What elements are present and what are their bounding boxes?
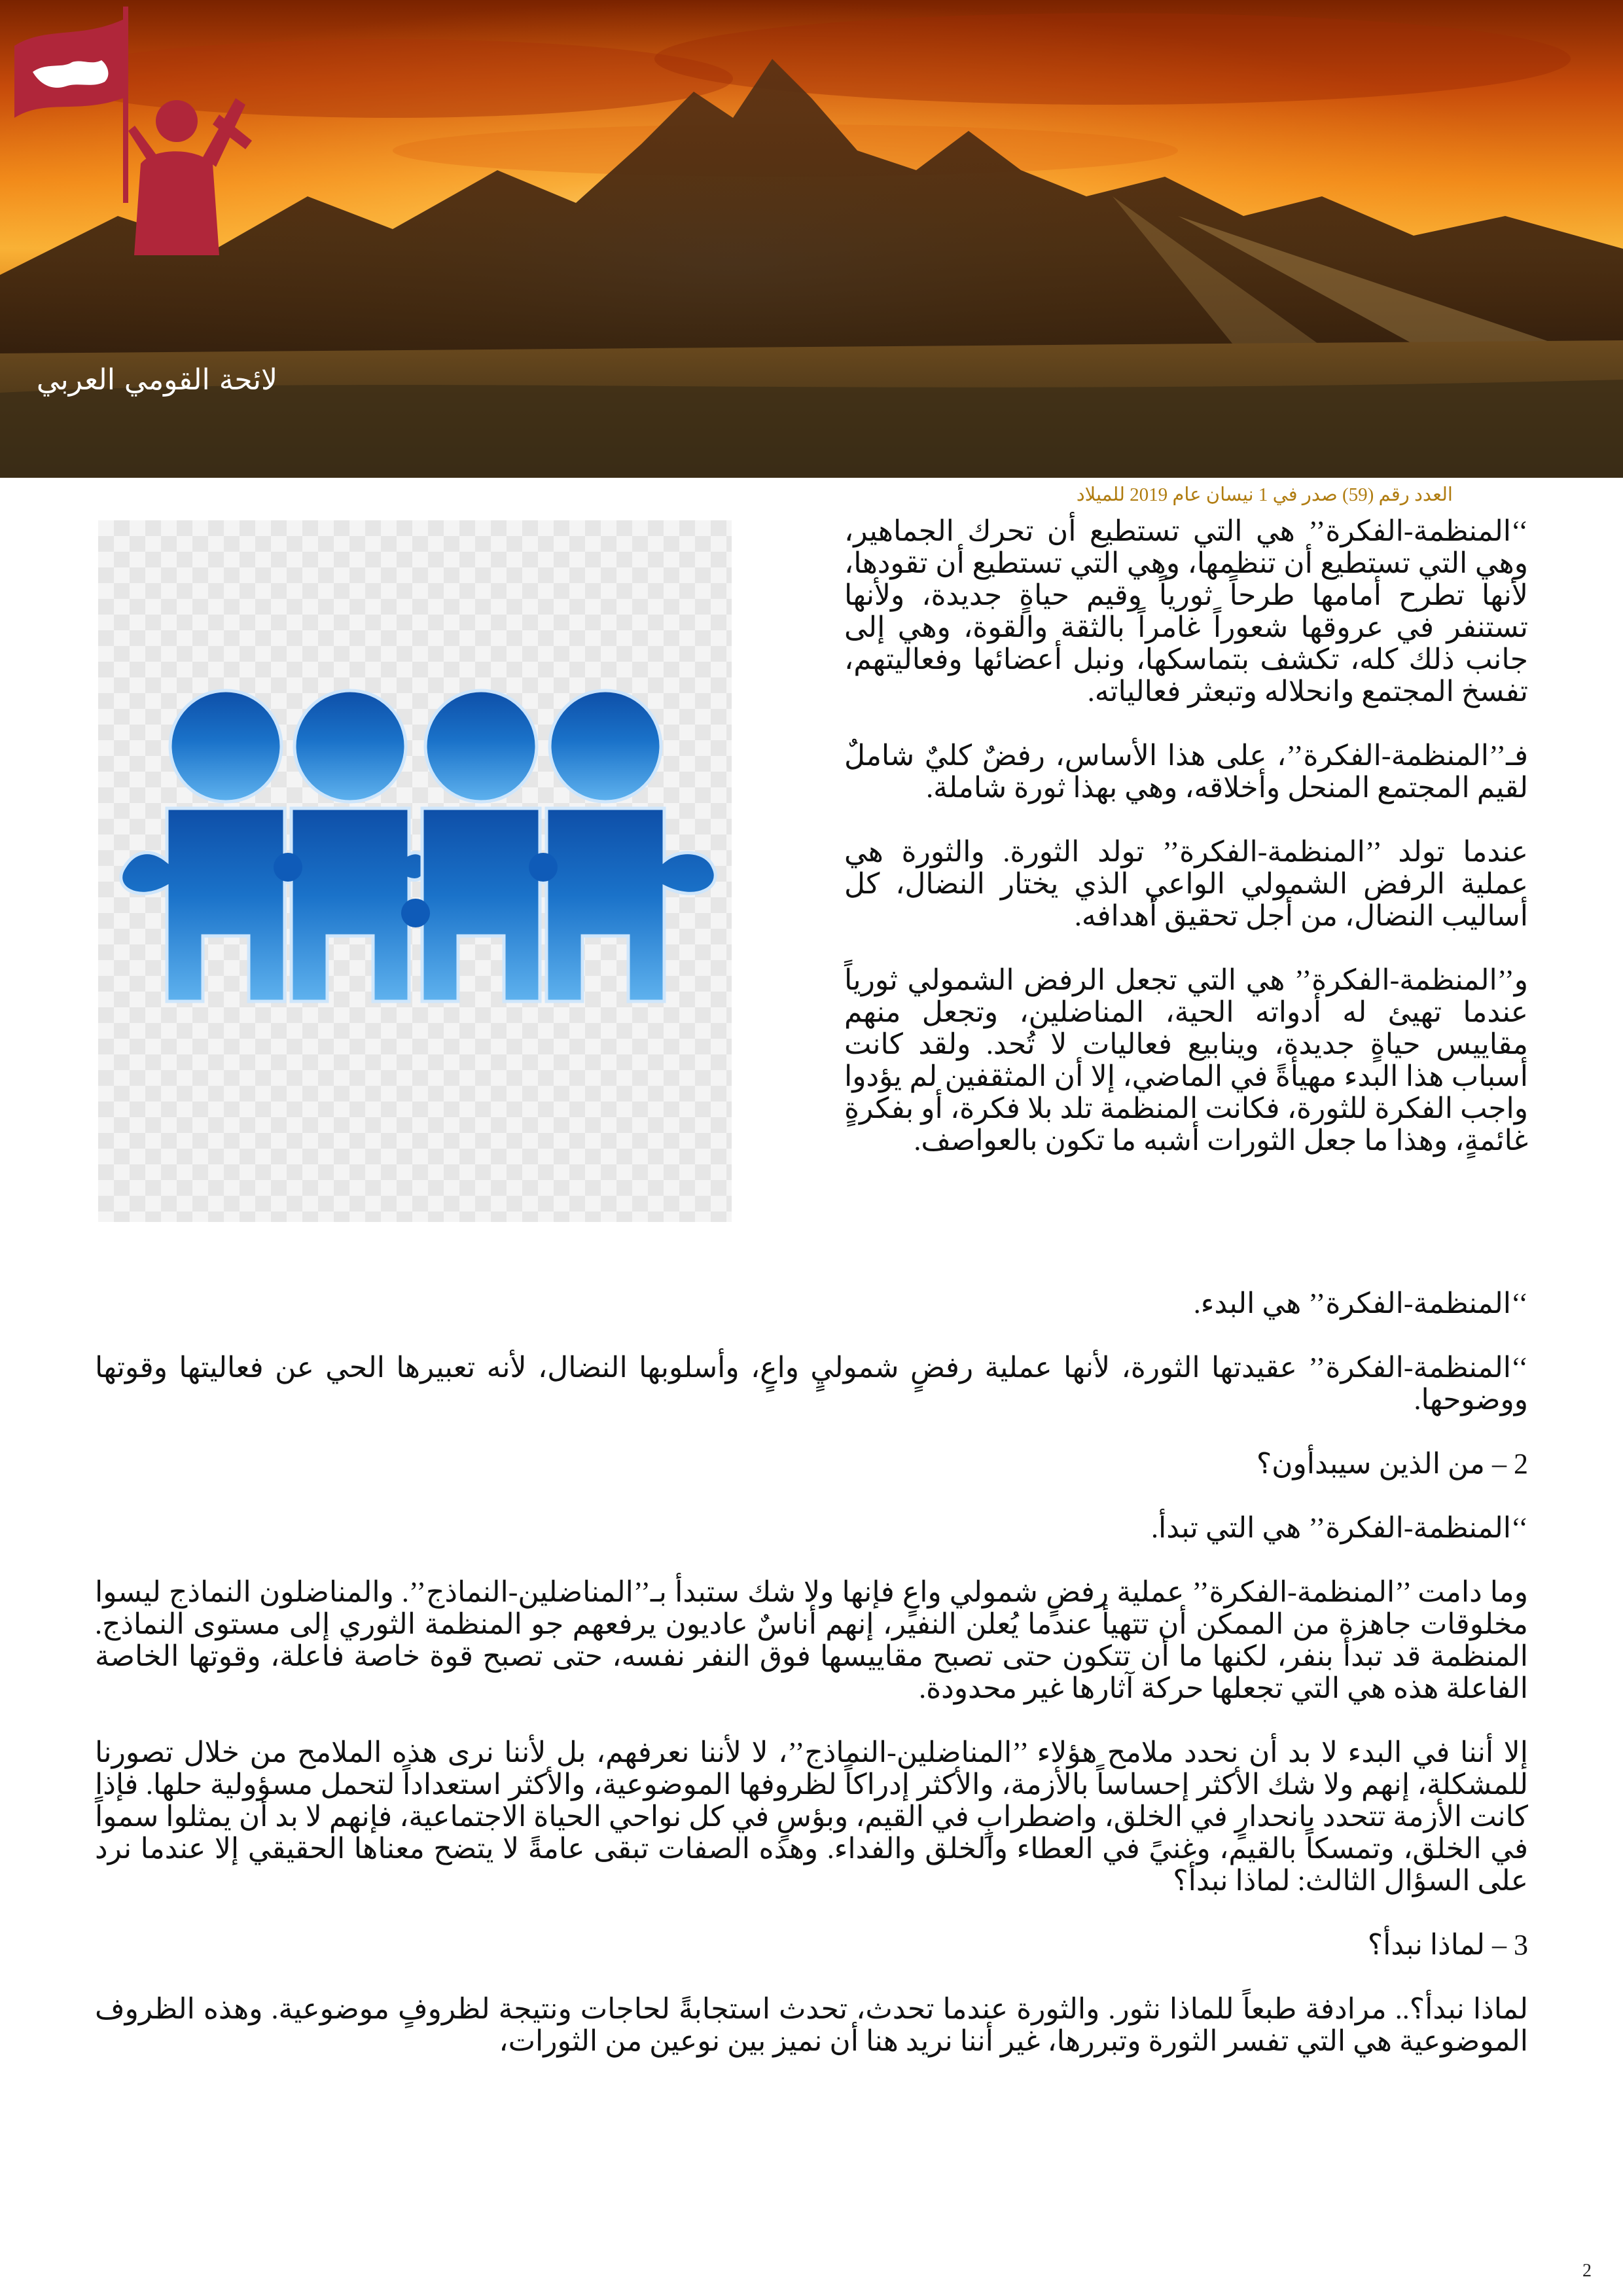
paragraph-1: ‘‘المنظمة-الفكرة’’ هي التي تستطيع أن تحرك الجماهير، وهي التي تستطيع أن تنظمها، وهي التي تستطيع أن تقودها، لأنها تطرح أمامها طرحاً ثورياً وقيم حياةٍ جديدة، ولأنها تستنفر في عروقها شعوراً غامراً بالثقة والقوة، وهي إلى جانب ذلك كله، تكشف بتماسكها، ونبل أعضائها وفعاليتهم، تفسخ المجتمع وانحلاله وتبعثر فعالياته.: [844, 515, 1528, 708]
blue-puzzle-people-illustration: [98, 520, 732, 1222]
paragraph-3: عندما تولد ’’المنظمة-الفكرة’’ تولد الثورة. والثورة هي عملية الرفض الشمولي الواعي الذي يختار النضال، كل أساليب النضال، من أجل تحقيق أهدافه.: [844, 836, 1528, 932]
section-heading-3: 3 – لماذا نبدأ؟: [1367, 1929, 1528, 1961]
flag-bearer-map-logo: [0, 0, 262, 262]
page-number: 2: [1582, 2261, 1592, 2281]
paragraph-5: ‘‘المنظمة-الفكرة’’ هي البدء.: [1193, 1287, 1528, 1319]
paragraph-8: ‘‘المنظمة-الفكرة’’ هي التي تبدأ.: [1150, 1512, 1528, 1544]
paragraph-9: وما دامت ’’المنظمة-الفكرة’’ عملية رفضٍ شمولي واعٍ فإنها ولا شك ستبدأ بـ’’المناضلين-النماذج’’. والمناضلون النماذج ليسوا مخلوقات جاهزة من الممكن أن تتهيأ عندما يُعلن النفير، إنهم أناسٌ عاديون يرفعهم جو المنظمة الثوري إلى مستوى النماذج. المنظمة قد تبدأ بنفر، لكنها ما أن تتكون حتى تصبح مقاييسها فوق النفر نفسه، حتى تصبح قوة خاصة فاعلة، وقوتها الخاصة الفاعلة هذه هي التي تجعلها حركة آثارها غير محدودة.: [95, 1576, 1528, 1704]
paragraph-6: ‘‘المنظمة-الفكرة’’ عقيدتها الثورة، لأنها عملية رفضٍ شموليٍ واعٍ، وأسلوبها النضال، لأنه تعبيرها الحي عن فعاليتها وقوتها ووضوحها.: [95, 1352, 1528, 1416]
header-banner: [0, 0, 1623, 478]
paragraph-10: إلا أننا في البدء لا بد أن نحدد ملامح هؤلاء ’’المناضلين-النماذج’’، لا لأننا نعرفهم، بل لأننا نرى هذه الملامح من خلال تصورنا للمشكلة، إنهم ولا شك الأكثر إحساساً بالأزمة، والأكثر إدراكاً لظروفها الموضوعية، والأكثر استعداداً لتحمل مسؤولية حلها. فإذا كانت الأزمة تتحدد بانحدارٍ في الخلق، واضطرابٍ في القيم، وبؤسٍ في كل نواحي الحياة الاجتماعية، فإنهم لا بد أن يمثلوا سمواً في الخلق، وتمسكاً بالقيم، وغنيً في العطاء والخلق والفداء. وهذه الصفات تبقى عامةً لا يتضح معناها الحقيقي إلا عندما نرد على السؤال الثالث: لماذا نبدأ؟: [95, 1736, 1528, 1897]
puzzle-illustration-frame: [98, 520, 732, 1222]
section-heading-2: 2 – من الذين سيبدأون؟: [1256, 1448, 1528, 1480]
issue-line: العدد رقم (59) صدر في 1 نيسان عام 2019 للميلاد: [1076, 484, 1453, 505]
paragraph-12: لماذا نبدأ؟.. مرادفة طبعاً للماذا نثور. والثورة عندما تحدث، تحدث استجابةً لحاجات ونتيجة لظروفٍ موضوعية. وهذه الظروف الموضوعية هي التي تفسر الثورة وتبررها، غير أننا نريد هنا أن نميز بين نوعين من الثورات،: [95, 1993, 1528, 2057]
article-body: [95, 1287, 1528, 2057]
article-column: [844, 515, 1528, 1157]
paragraph-4: و’’المنظمة-الفكرة’’ هي التي تجعل الرفض الشمولي ثورياً عندما تهيئ له أدواته الحية، المناضلين، وتجعل منهم مقاييس حياةٍ جديدة، وينابيع فعاليات لا تُحد. ولقد كانت أسباب هذا البدء مهيأةً في الماضي، إلا أن المثقفين لم يؤدوا واجب الفكرة للثورة، فكانت المنظمة تلد بلا فكرة، أو بفكرةٍ غائمةٍ، وهذا ما جعل الثورات أشبه ما تكون بالعواصف.: [844, 964, 1528, 1157]
logo-text: لائحة القومي العربي: [36, 363, 278, 397]
paragraph-2: فـ’’المنظمة-الفكرة’’، على هذا الأساس، رفضٌ كليٌ شاملٌ لقيم المجتمع المنحل وأخلاقه، وهي بهذا ثورة شاملة.: [844, 740, 1528, 804]
